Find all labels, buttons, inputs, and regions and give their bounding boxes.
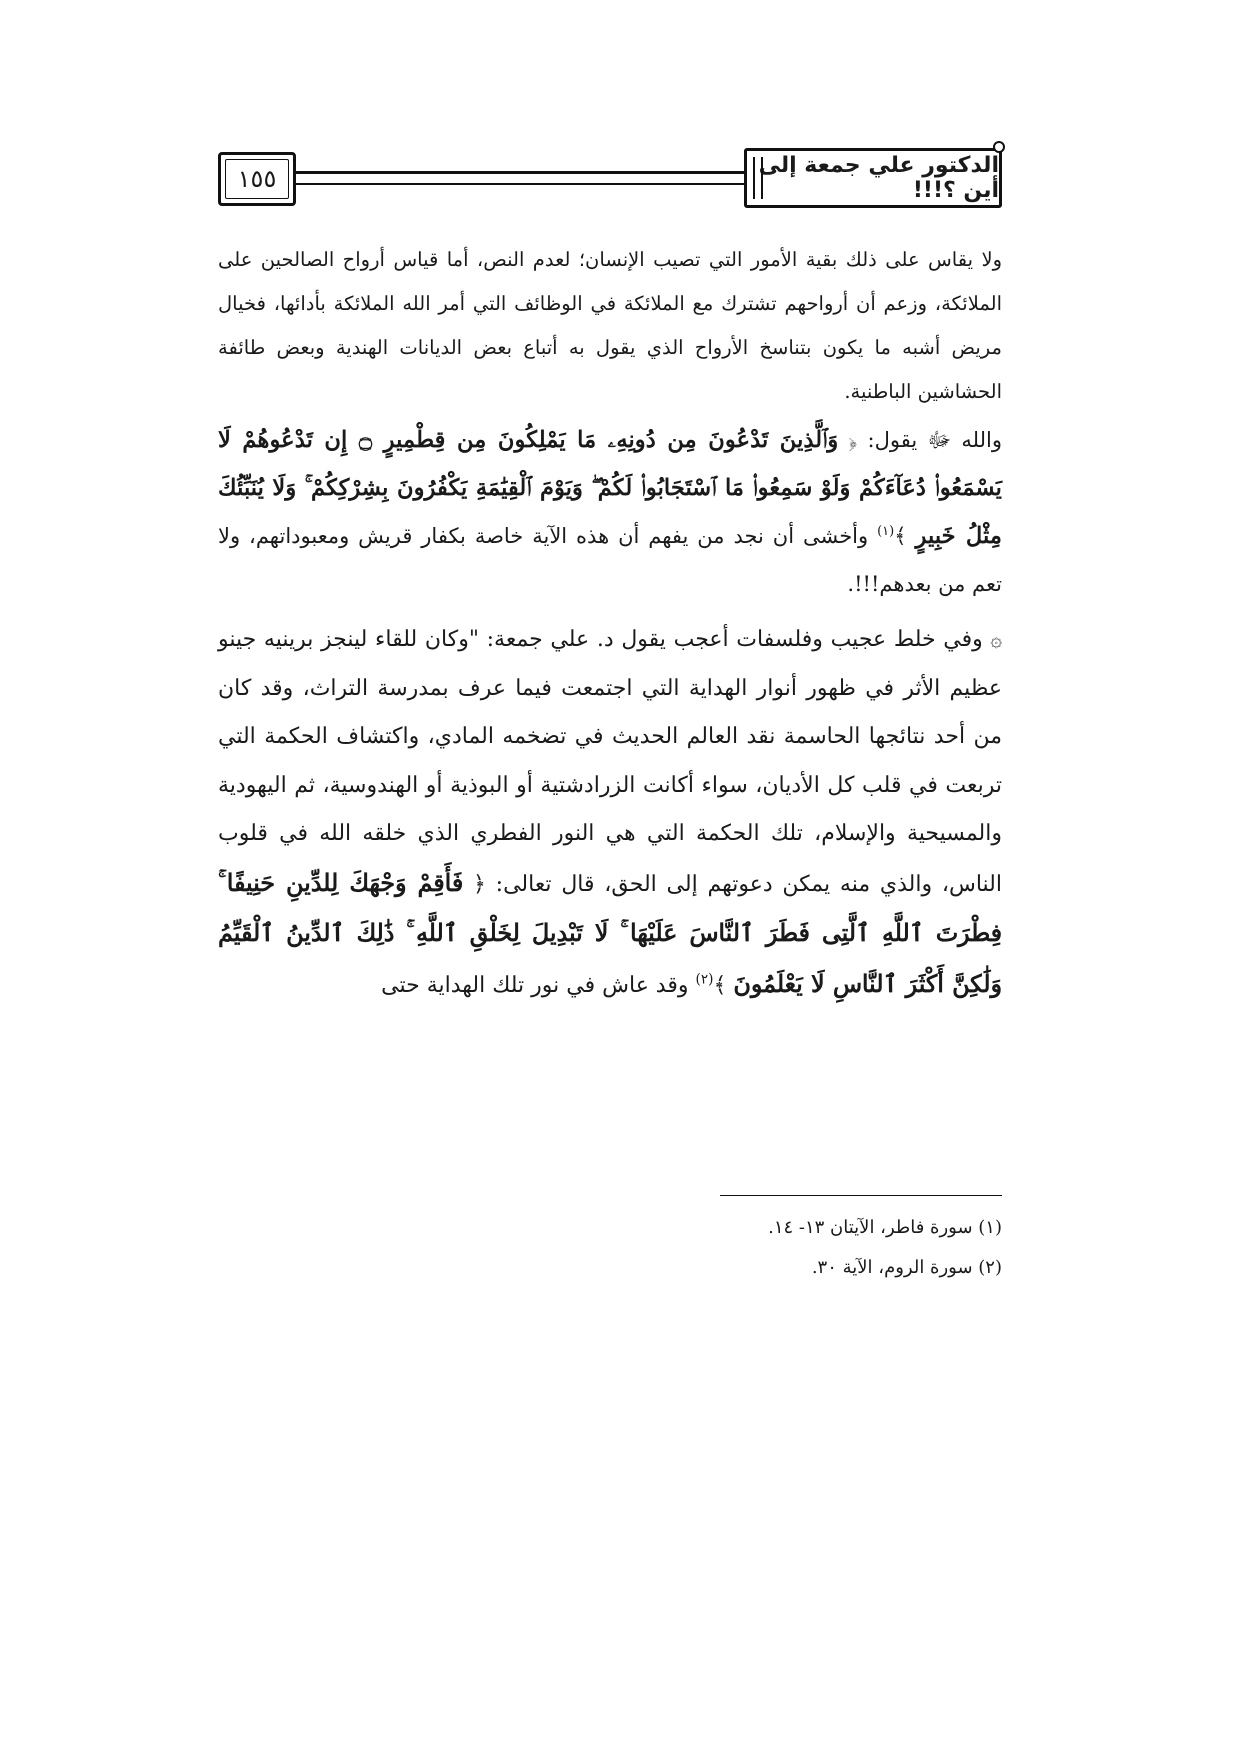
footnote-1: (١) سورة فاطر، الآيتان ١٣- ١٤. (768, 1217, 1002, 1238)
paragraph-1-text: ولا يقاس على ذلك بقية الأمور التي تصيب الإنسان؛ لعدم النص، أما قياس أرواح الصالحين على الملائكة، وزعم أن أرواحهم تشترك مع الملائكة في الوظائف التي أمر الله الملائكة بأدائها، فخيال مريض أشبه ما يكون بتناسخ الأرواح الذي يقول به أتباع بعض الديانات الهندية وبعض طائفة الحشاشين الباطنية. (218, 248, 1002, 403)
footnote-ref-2[interactable]: (٢) (695, 971, 714, 988)
verse-close-bracket: ﴾ (894, 524, 907, 548)
footnotes (218, 1208, 1002, 1288)
paragraph-1 (218, 238, 1002, 414)
footnote-separator (720, 1195, 1002, 1196)
paragraph-2-intro: والله ﷻ يقول: ﴿ (848, 428, 1002, 452)
quran-verse-rum: فَأَقِمْ وَجْهَكَ لِلدِّينِ حَنِيفًا ۚ فِطْرَتَ ٱللَّهِ ٱلَّتِى فَطَرَ ٱلنَّاسَ عَلَيْهَا ۚ لَا تَبْدِيلَ لِخَلْقِ ٱللَّهِ ۚ ذَٰلِكَ ٱلدِّينُ ٱلْقَيِّمُ وَلَٰكِنَّ أَكْثَرَ ٱلنَّاسِ لَا يَعْلَمُونَ (218, 868, 1002, 998)
paragraph-3 (218, 616, 1002, 1010)
verse-close-bracket: ﴾ (713, 972, 734, 998)
page-number-frame (218, 152, 296, 206)
page-body (218, 238, 1002, 1010)
quran-verse-fatir: وَٱلَّذِينَ تَدْعُونَ مِن دُونِهِۦ مَا يَمْلِكُونَ مِن قِطْمِيرٍ ۝ إِن تَدْعُوهُمْ لَا يَسْمَعُوا۟ دُعَآءَكُمْ وَلَوْ سَمِعُوا۟ مَا ٱسْتَجَابُوا۟ لَكُمْ ۖ وَيَوْمَ ٱلْقِيَٰمَةِ يَكْفُرُونَ بِشِرْكِكُمْ ۚ وَلَا يُنَبِّئُكَ مِثْلُ خَبِيرٍ (218, 427, 1002, 549)
paragraph-3-text: وفي خلط عجيب وفلسفات أعجب يقول د. علي جمعة: "وكان للقاء لينجز برينيه جينو عظيم الأثر في ظهور أنوار الهداية التي اجتمعت فيما عرف بمدرسة التراث، وقد كان من أحد نتائجها الحاسمة نقد العالم الحديث في تضخمه المادي، واكتشاف الحكمة التي تربعت في قلب كل الأديان، سواء أكانت الزرادشتية أو البوذية أو الهندوسية، ثم اليهودية والمسيحية والإسلام، تلك الحكمة التي هي النور الفطري الذي خلقه الله في قلوب الناس، والذي منه يمكن دعوتهم إلى الحق، قال تعالى: ﴿ (218, 627, 1002, 897)
paragraph-2-after: وأخشى أن نجد من يفهم أن هذه الآية خاصة بكفار قريش ومعبوداتهم، ولا تعم من بعدهم!!!. (218, 524, 1002, 596)
paragraph-3-after: وقد عاش في نور تلك الهداية حتى (381, 972, 696, 998)
page-number: ١٥٥ (237, 165, 277, 193)
book-title: الدكتور علي جمعة إلى أين ؟!!! (758, 153, 999, 203)
paragraph-2 (218, 416, 1002, 608)
footnote-2: (٢) سورة الروم، الآية ٣٠. (811, 1257, 1002, 1278)
footnote-ref-1[interactable]: (١) (877, 524, 895, 539)
section-bullet-icon: ۞ (990, 628, 1002, 651)
book-title-box (744, 148, 1002, 208)
page-header (218, 148, 1002, 214)
header-rule (296, 171, 744, 185)
